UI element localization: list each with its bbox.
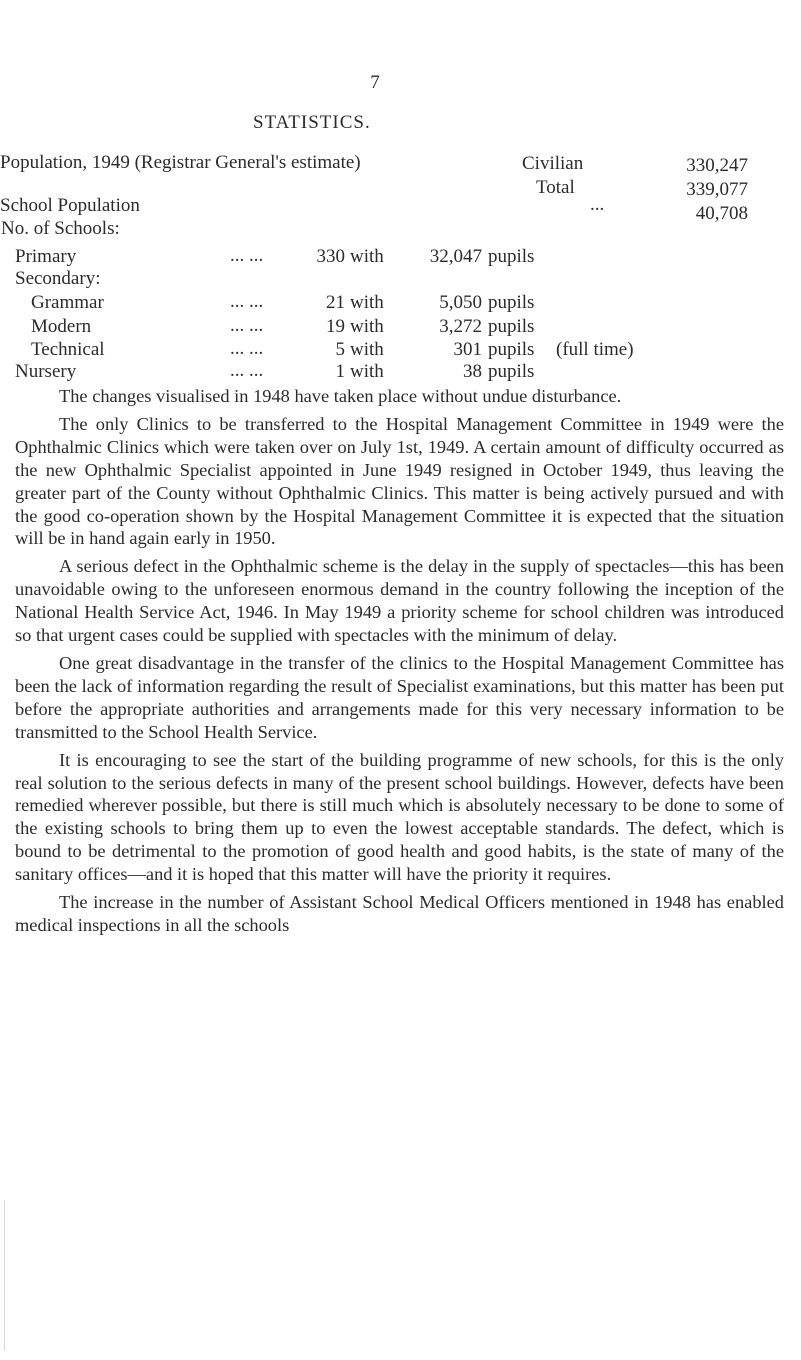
school-count: 330 [316, 246, 345, 267]
paragraph: A serious defect in the Ophthalmic scheme is the delay in the supply of spectacles—this has been unavoidable owing to the unforeseen enormous demand in the country following the inception of the National Health Service Act, 1946. In May 1949 a priority scheme for school children was introduced so that urgent cases could be supplied with spectacles with the minimum of delay. [15, 556, 784, 646]
schools-label: No. of Schools: [1, 218, 120, 239]
population-label: Population, 1949 (Registrar General's estimate) [0, 152, 361, 173]
paragraph: The only Clinics to be transferred to the Hospital Management Committee in 1949 were the Ophthalmic Clinics which were taken over on July 1st, 1949. A certain amount of difficulty occurred as the new Ophthalmic Specialist appointed in June 1949 resigned in October 1949, thus leaving the greater part of the County without Ophthalmic Clinics. This matter is being actively pursued and with the good co-operation shown by the Hospital Management Committee it is expected that the situation will be in hand again early in 1950. [15, 413, 784, 549]
pupil-count: 38 [463, 361, 482, 382]
row-dots: ... ... [230, 360, 264, 381]
civilian-label: Civilian [522, 153, 584, 174]
paragraph: One great disadvantage in the transfer of the clinics to the Hospital Management Committee has been the lack of information regarding the result of Specialist examinations, but this matter has been put before the appropriate authorities and arrangements made for this very necessary information to be transmitted to the School Health Service. [15, 652, 784, 742]
paragraph: The increase in the number of Assistant School Medical Officers mentioned in 1948 has enabled medical inspections in all the schools [15, 892, 784, 935]
pupils-word: pupils [488, 292, 535, 313]
full-time-note: (full time) [556, 339, 634, 360]
pupils-word: pupils [488, 246, 535, 267]
school-type-nursery: Nursery [15, 361, 77, 382]
with-word: with [350, 292, 384, 313]
paragraph: The changes visualised in 1948 have taken place without undue disturbance. [59, 386, 622, 406]
body-text [15, 385, 784, 942]
paragraph: It is encouraging to see the start of the building programme of new schools, for this is the only real solution to the serious defects in many of the present school buildings. However, defects have been remedied wherever possible, but there is still much which is absolutely necessary to be done to some of the existing schools to bring them up to even the lowest acceptable standards. The defect, which is bound to be detrimental to the promotion of good health and good habits, is the state of many of the sanitary offices—and it is hoped that this matter will have the priority it requires. [15, 749, 784, 885]
page-edge-line [4, 1200, 5, 1350]
with-word: with [350, 339, 384, 360]
school-type-technical: Technical [31, 339, 105, 360]
school-population-value: 40,708 [695, 203, 748, 224]
school-population-dots: ... [590, 194, 605, 215]
with-word: with [350, 316, 384, 337]
row-dots: ... ... [230, 315, 264, 336]
page-number: 7 [370, 72, 380, 93]
school-type-secondary: Secondary: [15, 268, 101, 289]
school-count: 5 [335, 339, 345, 360]
with-word: with [350, 246, 384, 267]
school-count: 19 [326, 316, 345, 337]
school-count: 21 [326, 292, 345, 313]
civilian-value: 330,247 [686, 155, 748, 176]
pupils-word: pupils [488, 339, 535, 360]
page-title: STATISTICS. [253, 112, 371, 133]
row-dots: ... ... [230, 338, 264, 359]
school-count: 1 [335, 361, 345, 382]
total-label: Total [536, 177, 575, 198]
pupils-word: pupils [488, 316, 535, 337]
school-population-label: School Population [0, 195, 140, 216]
row-dots: ... ... [230, 245, 264, 266]
pupil-count: 301 [453, 339, 482, 360]
total-value: 339,077 [686, 179, 748, 200]
pupils-word: pupils [488, 361, 535, 382]
pupil-count: 3,272 [439, 316, 482, 337]
row-dots: ... ... [230, 291, 264, 312]
pupil-count: 32,047 [429, 246, 482, 267]
school-type-modern: Modern [31, 316, 92, 337]
pupil-count: 5,050 [439, 292, 482, 313]
school-type-primary: Primary [15, 246, 77, 267]
with-word: with [350, 361, 384, 382]
school-type-grammar: Grammar [31, 292, 104, 313]
